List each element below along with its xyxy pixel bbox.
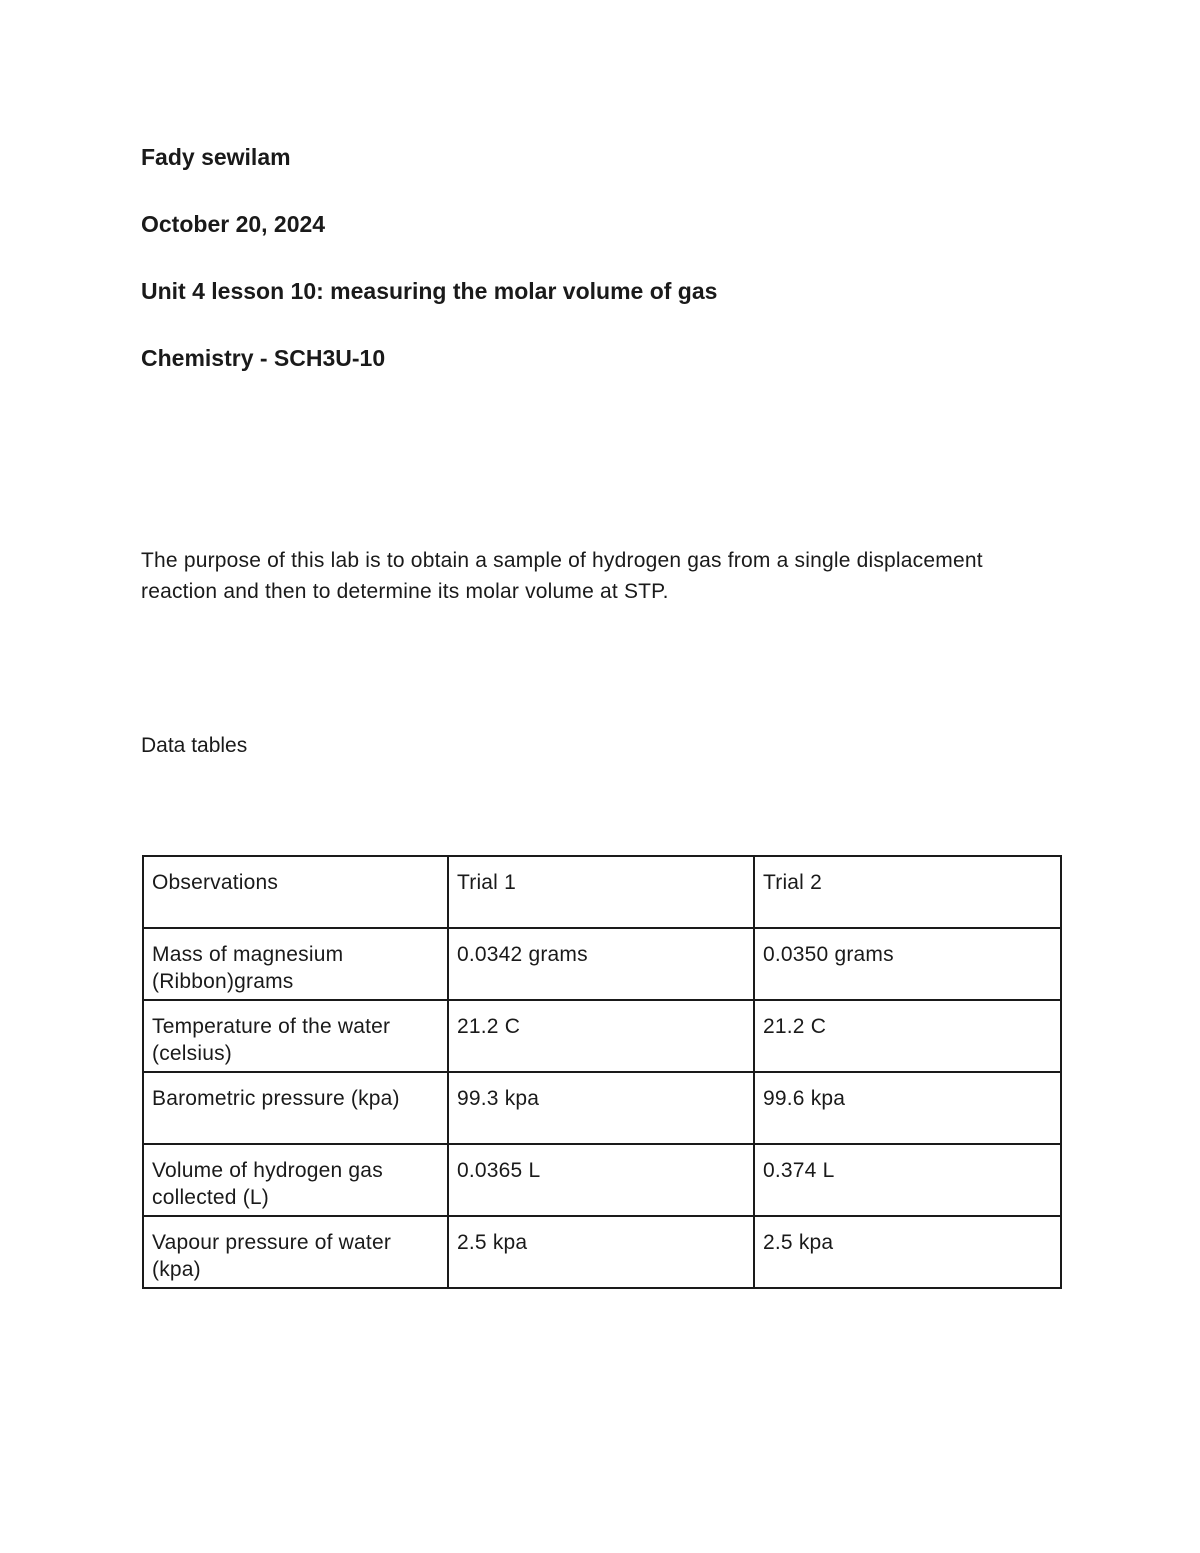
table-header-cell: Trial 2: [754, 856, 1061, 928]
table-cell: Temperature of the water (celsius): [143, 1000, 448, 1072]
table-row: [143, 928, 1061, 1000]
table-cell: 0.0350 grams: [754, 928, 1061, 1000]
table-cell: Mass of magnesium (Ribbon)grams: [143, 928, 448, 1000]
table-cell: 99.3 kpa: [448, 1072, 754, 1144]
table-cell: Vapour pressure of water (kpa): [143, 1216, 448, 1288]
table-cell: 0.374 L: [754, 1144, 1061, 1216]
data-table: [142, 855, 1062, 1289]
table-cell: 0.0365 L: [448, 1144, 754, 1216]
course-name: Chemistry - SCH3U-10: [141, 345, 386, 371]
table-cell: Barometric pressure (kpa): [143, 1072, 448, 1144]
table-row: [143, 1000, 1061, 1072]
author-name: Fady sewilam: [141, 144, 291, 170]
purpose-paragraph: The purpose of this lab is to obtain a sample of hydrogen gas from a single displacement reaction and then to determine its molar volume at STP.: [141, 549, 983, 603]
document-date: October 20, 2024: [141, 211, 326, 237]
table-cell: 21.2 C: [448, 1000, 754, 1072]
table-cell: 21.2 C: [754, 1000, 1061, 1072]
table-cell: 99.6 kpa: [754, 1072, 1061, 1144]
section-label: Data tables: [141, 734, 248, 757]
table-cell: 2.5 kpa: [448, 1216, 754, 1288]
lesson-title: Unit 4 lesson 10: measuring the molar volume of gas: [141, 278, 718, 304]
table-header-cell: Observations: [143, 856, 448, 928]
table-cell: 0.0342 grams: [448, 928, 754, 1000]
table-row: [143, 1072, 1061, 1144]
table-header-row: [143, 856, 1061, 928]
table-row: [143, 1144, 1061, 1216]
table-cell: Volume of hydrogen gas collected (L): [143, 1144, 448, 1216]
table-cell: 2.5 kpa: [754, 1216, 1061, 1288]
table-header-cell: Trial 1: [448, 856, 754, 928]
table-row: [143, 1216, 1061, 1288]
